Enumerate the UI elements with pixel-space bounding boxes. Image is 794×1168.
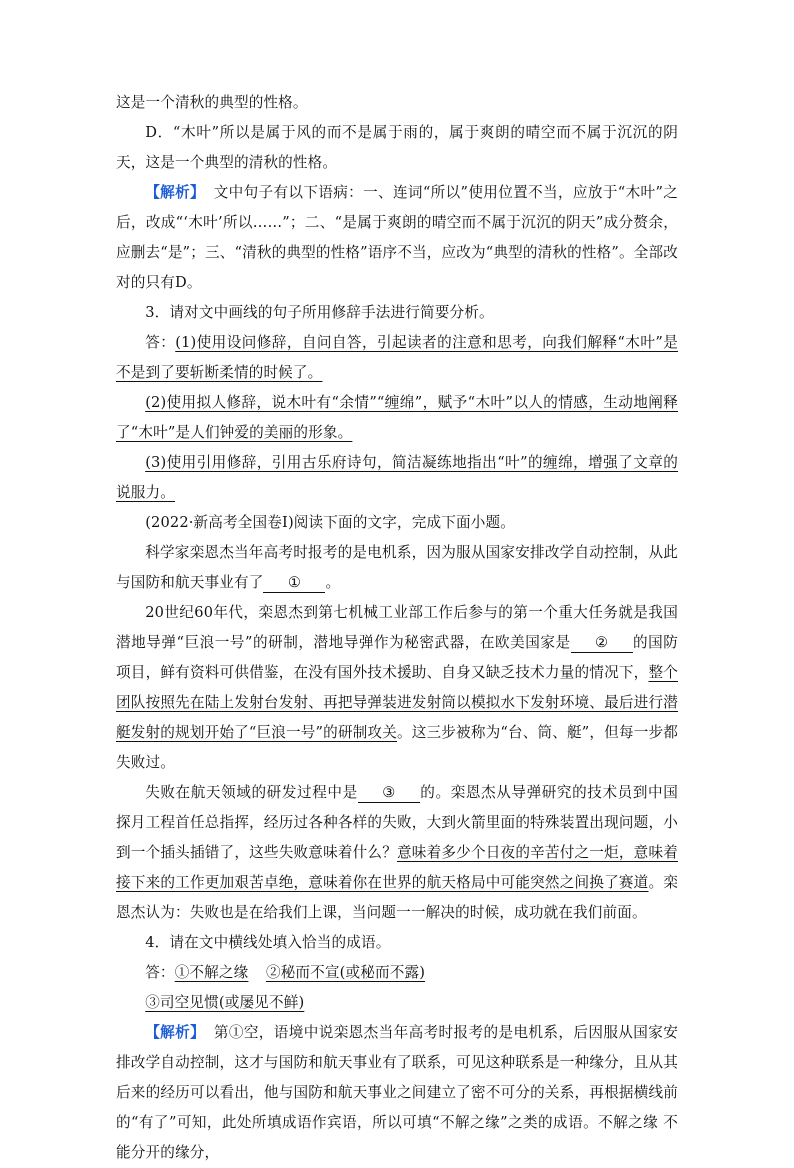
answer-3-3-text: (3)使用引用修辞，引用古乐府诗句，简洁凝练地指出“叶”的缠绵，增强了文章的说服力。	[116, 454, 678, 501]
question-4: 4．请在文中横线处填入恰当的成语。	[145, 934, 391, 951]
p2-text-c: 。这三步被称为“台、筒、艇”，但每一步都失败过。	[116, 724, 678, 771]
answer-3-1	[116, 328, 678, 388]
analysis-2-text: 第①空，语境中说栾恩杰当年高考时报考的是电机系，后因服从国家安排改学自动控制，这才与国防和航天事业有了联系，可见这种联系是一种缘分，且从其后来的经历可以看出，他与国防和航天事业之间建立了密不可分的关系，再根据横线前的“有了”可知，此处所填成语作宾语，所以可填“不解之缘”之类的成语。不解之缘 不能分开的缘分，	[116, 1024, 678, 1161]
p3-underlined: 意味着多少个日夜的辛苦付之一炬，意味着接下来的工作更加艰苦卓绝，意味着你在世界的航天格局中可能突然之间换了赛道	[116, 844, 678, 891]
passage-paragraph-2	[116, 598, 678, 778]
answer-label: 答：	[145, 964, 175, 981]
blank-2: ②	[571, 634, 633, 653]
answer-3-3	[116, 448, 678, 508]
p2-text-b: 的国防项目，鲜有资料可供借鉴，在没有国外技术援助、自身又缺乏技术力量的情况下，	[116, 634, 679, 681]
p3-text-c: 。栾恩杰认为：失败也是在给我们上课，当问题一一解决的时候，成功就在我们前面。	[116, 874, 678, 921]
p2-text-a: 20世纪60年代，栾恩杰到第七机械工业部工作后参与的第一个重大任务就是我国潜地导弹“巨浪一号”的研制，潜地导弹作为秘密武器，在欧美国家是	[116, 604, 678, 651]
answer-3-2	[116, 388, 678, 448]
answer-4-3: ③司空见惯(或屡见不鲜)	[145, 994, 305, 1011]
passage-paragraph-1	[116, 538, 678, 598]
analysis-1	[116, 178, 678, 298]
option-d: D．“木叶”所以是属于风的而不是属于雨的，属于爽朗的晴空而不属于沉沉的阴天，这是一个典型的清秋的性格。	[116, 124, 678, 171]
p3-text-a: 失败在航天领域的研发过程中是	[145, 784, 358, 801]
passage-paragraph-3	[116, 778, 678, 928]
p1-text-b: 。	[325, 574, 341, 591]
question-3: 3．请对文中画线的句子所用修辞手法进行简要分析。	[145, 304, 494, 321]
p2-underlined: 整个团队按照先在陆上发射台发射、再把导弹装进发射筒以模拟水下发射环境、最后进行潜艇发射的规划开始了“巨浪一号”的研制攻关	[116, 664, 678, 741]
answer-4-2: ②秘而不宣(或秘而不露)	[265, 964, 426, 981]
answer-4-line-2	[116, 988, 678, 1018]
analysis-2	[116, 1018, 678, 1168]
analysis-tag: 【解析】	[145, 1024, 206, 1041]
blank-1: ①	[263, 574, 325, 593]
analysis-1-text: 文中句子有以下语病：一、连词“所以”使用位置不当，应放于“木叶”之后，改成“‘木叶’所以……”；二、“是属于爽朗的晴空而不属于沉沉的阴天”成分赘余，应删去“是”；三、“清秋的典型的性格”语序不当，应改为“典型的清秋的性格”。全部改对的只有D。	[116, 184, 678, 291]
passage-source: (2022·新高考全国卷Ⅰ)阅读下面的文字，完成下面小题。	[145, 514, 515, 531]
answer-label: 答：	[145, 334, 176, 351]
answer-3-2-text: (2)使用拟人修辞，说木叶有“余情”“缠绵”，赋予“木叶”以人的情感，生动地阐释了“木叶”是人们钟爱的美丽的形象。	[116, 394, 678, 441]
answer-3-1-text: (1)使用设问修辞，自问自答，引起读者的注意和思考，向我们解释“木叶”是不是到了要斩断柔情的时候了。	[116, 334, 678, 381]
option-c-tail: 这是一个清秋的典型的性格。	[116, 94, 308, 111]
p3-text-b: 的。栾恩杰从导弹研究的技术员到中国探月工程首任总指挥，经历过各种各样的失败，大到火箭里面的特殊装置出现问题，小到一个插头插错了，这些失败意味着什么？	[116, 784, 678, 861]
answer-4-line-1	[116, 958, 678, 988]
answer-4-1: ①不解之缘	[174, 964, 249, 981]
p1-text-a: 科学家栾恩杰当年高考时报考的是电机系，因为服从国家安排改学自动控制，从此与国防和航天事业有了	[116, 544, 678, 591]
blank-3: ③	[358, 784, 420, 803]
analysis-tag: 【解析】	[145, 184, 205, 201]
